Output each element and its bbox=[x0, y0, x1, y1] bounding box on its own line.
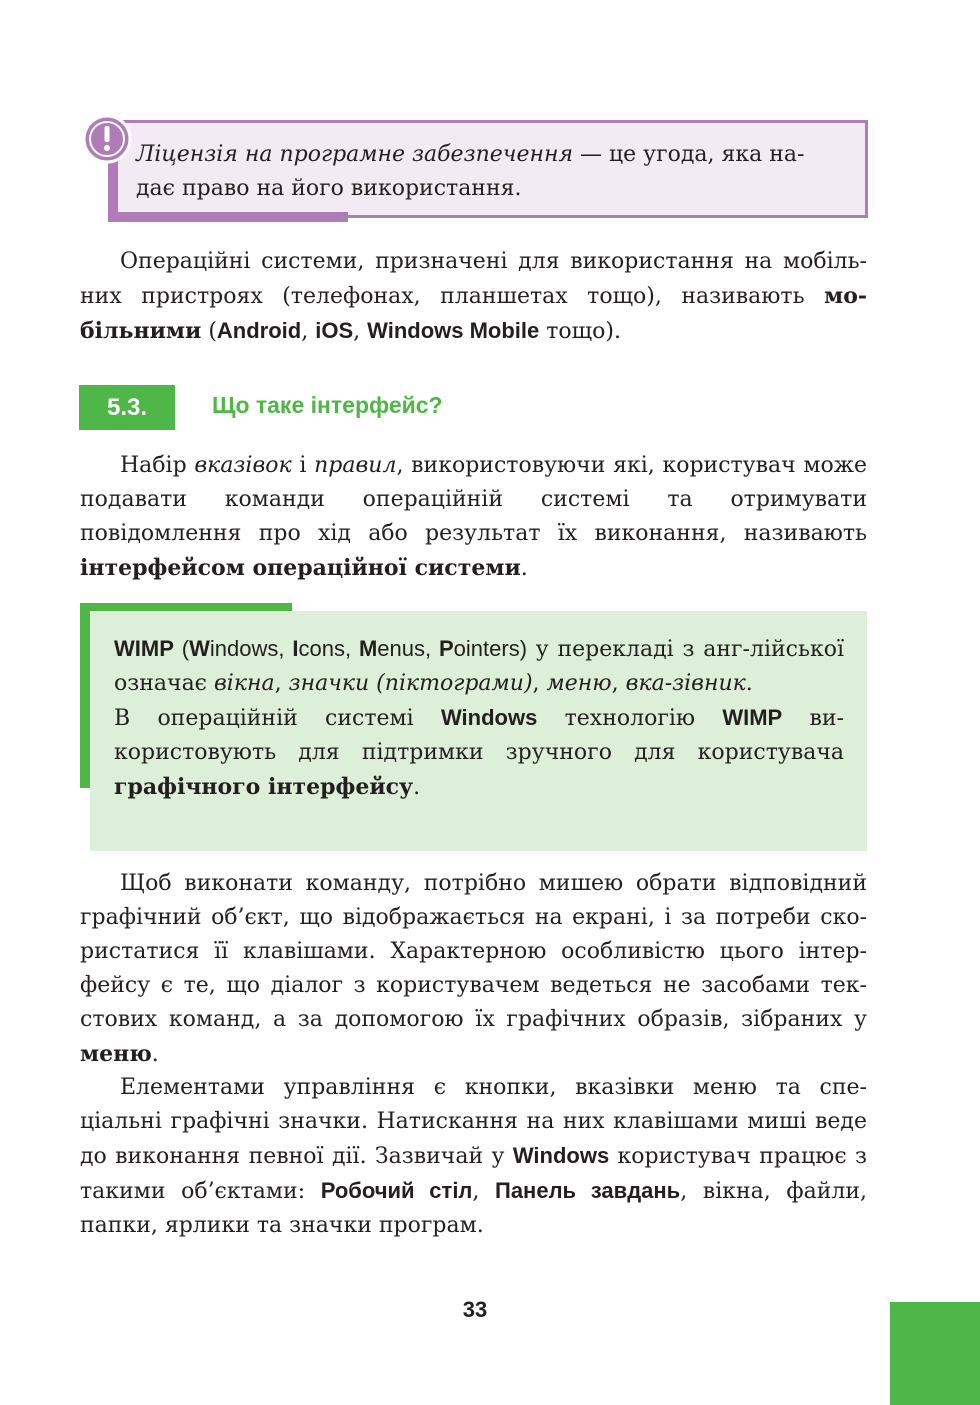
section-number: 5.3. bbox=[79, 385, 175, 430]
page-corner-tab bbox=[890, 1302, 980, 1405]
definition-box-shadow bbox=[108, 212, 348, 222]
definition-text: Ліцензія на програмне забезпечення — це угода, яка на- дає право на його використання. bbox=[136, 142, 805, 201]
paragraph-controls: Елементами управління є кнопки, вказівки меню та спе-ціальні графічні значки. Натискання на них клавішами миші веде до виконання певної дії. Зазвичай у Windows користувач працює з такими об’єктами: Робочий стіл, Панель завдань, вікна, файли, папки, ярлики та значки програм. bbox=[80, 1075, 868, 1238]
wimp-box-accent-top bbox=[80, 603, 292, 611]
section-title: Що таке інтерфейс? bbox=[212, 392, 443, 418]
definition-term: Ліцензія на програмне забезпечення bbox=[136, 142, 574, 167]
exclamation-icon bbox=[82, 114, 132, 164]
paragraph-command: Щоб виконати команду, потрібно мишею обрати відповідний графічний об’єкт, що відображається на екрані, і за потреби ско-ристатися її клавішами. Характерною особливістю цього інтер-фейсу є те, що діалог з користувачем ведеться не засобами тек-стових команд, а за допомогою їх графічних образів, зібраних у меню. bbox=[80, 871, 867, 1067]
page-number: 33 bbox=[462, 1297, 488, 1322]
wimp-text: WIMP (Windows, Icons, Menus, Pointers) у перекладі з анг-лійської означає вікна, значки (піктограми), меню, вка-зівник. В операційній системі Windows технологію WIMP ви-користовують для підтримки зручного для користувача графічного інтерфейсу. bbox=[114, 636, 844, 800]
paragraph-interface: Набір вказівок і правил, використовуючи які, користувач може подавати команди операційній системі та отримувати повідомлення про хід або результат їх виконання, називають інтерфейсом операційної системи. bbox=[80, 453, 867, 581]
wimp-box-accent-left bbox=[80, 603, 90, 788]
paragraph-mobile-os: Операційні системи, призначені для використання на мобіль-них пристроях (телефонах, планшетах тощо), називають мо-більними (Android, iOS, Windows Mobile тощо). bbox=[80, 249, 867, 344]
